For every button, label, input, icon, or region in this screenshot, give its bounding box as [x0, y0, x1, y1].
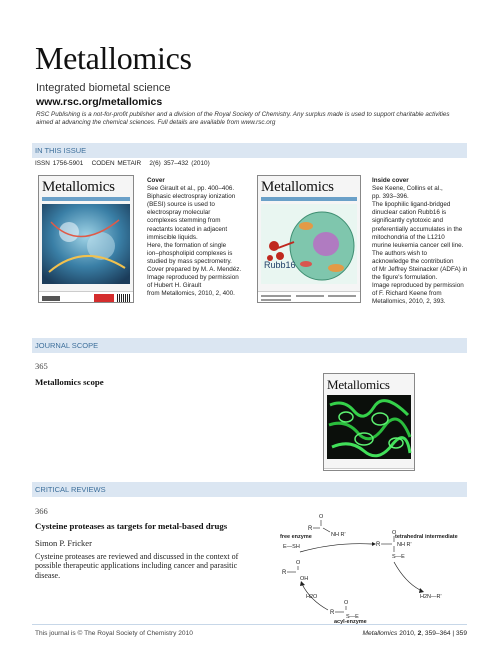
caption-line: murine leukemia cancer cell line.	[372, 241, 464, 249]
caption-line: ion–phospholipid complexes is	[147, 249, 233, 257]
caption-line: complexes stemming from	[147, 217, 221, 225]
caption-line: (BESI) source is used to	[147, 201, 215, 209]
caption-line: The authors wish to	[372, 249, 427, 257]
caption-line: Metallomics, 2010, 2, 393.	[372, 298, 446, 306]
scope-thumb-footer	[324, 468, 414, 471]
caption-line: Image reproduced by permission	[147, 274, 239, 282]
footer-rule	[32, 624, 467, 625]
svg-text:O: O	[296, 560, 301, 566]
cover-caption	[147, 177, 252, 298]
review-page-number: 366	[35, 506, 48, 516]
scheme-text-oh: OH	[300, 576, 309, 582]
in-this-issue-band: IN THIS ISSUE	[32, 143, 467, 158]
scheme-text-free-enzyme: free enzyme	[280, 534, 312, 540]
scope-cover-thumbnail	[323, 373, 415, 471]
rubb16-label: Rubb16	[264, 260, 296, 270]
caption-line: Cover prepared by M. A. Mendéz.	[147, 266, 242, 274]
caption-line: pp. 393–396.	[372, 193, 409, 201]
scheme-text-se: S—E	[392, 554, 405, 560]
scope-article-title[interactable]: Metallomics scope	[35, 377, 104, 387]
inside-cover-thumb-footer	[258, 291, 360, 303]
cover-caption-head: Cover	[147, 177, 165, 184]
fluorescence-cells-image	[324, 393, 414, 463]
caption-line: See Keene, Collins et al.,	[372, 185, 443, 193]
caption-line: electrospray molecular	[147, 209, 211, 217]
cover-thumb-title: Metallomics	[42, 179, 115, 195]
caption-line: mitochondria of the L1210	[372, 233, 445, 241]
caption-line: acknowledge the contribution	[372, 257, 454, 265]
footer-citation	[363, 630, 467, 637]
caption-line: of F. Richard Keene from	[372, 290, 442, 298]
svg-text:R: R	[282, 570, 287, 576]
journal-url[interactable]: www.rsc.org/metallomics	[36, 96, 163, 108]
critical-reviews-band: CRITICAL REVIEWS	[32, 482, 467, 497]
svg-text:R: R	[330, 610, 335, 616]
footer-year: 2010,	[399, 630, 416, 637]
inside-cover-thumb-title: Metallomics	[261, 179, 334, 195]
caption-line: significantly cytotoxic and	[372, 217, 444, 225]
journal-title: Metallomics	[35, 40, 192, 76]
footer-separator: |	[452, 630, 455, 637]
review-abstract: Cysteine proteases are reviewed and discussed in the context of possible therapeutic applications including cancer and parasitic disease.	[35, 552, 239, 580]
caption-line: Biphasic electrospray ionization	[147, 193, 236, 201]
svg-text:R: R	[376, 542, 381, 548]
scope-page-number: 365	[35, 361, 48, 371]
footer-page-number: 359	[455, 630, 467, 637]
scheme-text-h2o: H2O	[306, 594, 318, 600]
journal-scope-band: JOURNAL SCOPE	[32, 338, 467, 353]
caption-line: reactants located in adjacent	[147, 225, 228, 233]
inside-cover-thumb-strip	[261, 197, 357, 201]
caption-line: immiscible liquids.	[147, 233, 198, 241]
review-article-title[interactable]: Cysteine proteases as targets for metal-based drugs	[35, 521, 228, 531]
cover-thumb-footer	[39, 291, 133, 303]
reaction-scheme-diagram	[280, 512, 470, 624]
caption-line: of Mr Jeffrey Steinacker (ADFA) in	[372, 266, 468, 274]
cover-thumbnail	[38, 175, 134, 303]
footer-journal: Metallomics	[362, 630, 398, 637]
svg-text:NH R': NH R'	[397, 542, 412, 548]
scheme-text-o: O	[319, 514, 324, 520]
inside-cover-caption	[372, 177, 472, 307]
scheme-text-acyl: acyl-enzyme	[334, 619, 367, 624]
scheme-text-h2nr: H2N—R'	[420, 594, 442, 600]
svg-text:O: O	[392, 530, 397, 536]
svg-text:S—E: S—E	[346, 614, 359, 620]
caption-line: Here, the formation of single	[147, 241, 227, 249]
review-author: Simon P. Fricker	[35, 538, 92, 548]
caption-line: of Hubert H. Girault	[147, 282, 202, 290]
scheme-text-esh: E—SH	[283, 544, 300, 550]
publisher-note: RSC Publishing is a not-for-profit publisher and a division of the Royal Society of Chemistry. Any surplus made is used to support charitable activities aimed at advancing the chemical sciences. Full details are available from www.rsc.org	[36, 111, 450, 127]
journal-subtitle: Integrated biometal science	[36, 82, 171, 94]
footer-pages: , 359–364	[421, 630, 451, 637]
inside-cover-caption-head: Inside cover	[372, 177, 409, 184]
scheme-text-tetrahedral: tetrahedral intermediate	[395, 534, 458, 540]
caption-line: from Metallomics, 2010, 2, 400.	[147, 290, 235, 298]
caption-line: the figure's formulation.	[372, 274, 438, 282]
scheme-text-r: R	[308, 526, 313, 532]
caption-line: Image reproduced by permission	[372, 282, 464, 290]
caption-line: preferentially accumulates in the	[372, 225, 463, 233]
issn-line: ISSN 1756-5901 CODEN METAIR 2(6) 357–432 (2010)	[35, 160, 210, 167]
svg-text:O: O	[344, 600, 349, 606]
footer-copyright: This journal is © The Royal Society of Chemistry 2010	[35, 630, 193, 637]
caption-line: studied by mass spectrometry.	[147, 257, 232, 265]
caption-line: dinuclear cation Rubb16 is	[372, 209, 447, 217]
caption-line: See Girault et al., pp. 400–406.	[147, 185, 235, 193]
inside-cover-thumbnail	[257, 175, 361, 303]
cover-thumb-strip	[42, 197, 130, 201]
cell-illustration-image	[258, 202, 360, 286]
scope-thumb-title: Metallomics	[327, 377, 390, 392]
footer-volume: 2	[417, 630, 422, 637]
cover-art-image	[39, 202, 133, 286]
scheme-text-nhr: NH R'	[331, 532, 346, 538]
caption-line: The lipophilic ligand-bridged	[372, 201, 451, 209]
